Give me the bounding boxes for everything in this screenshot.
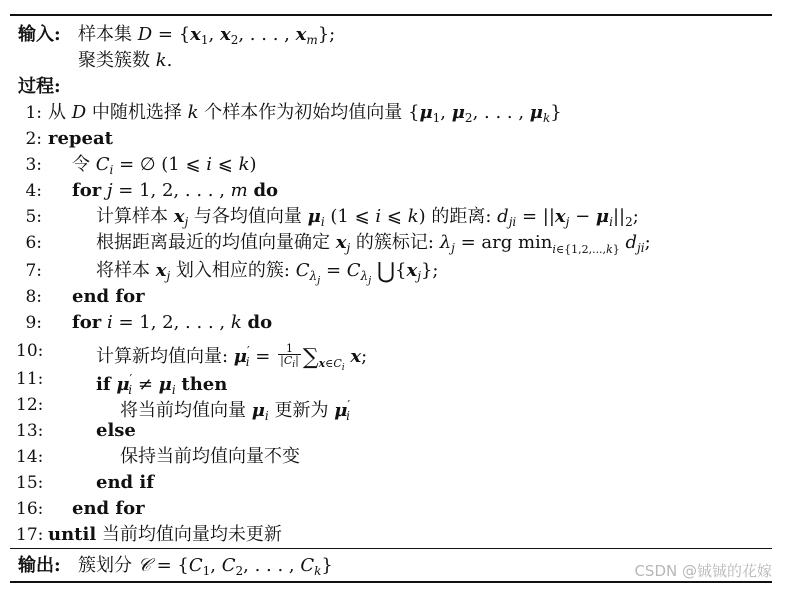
line-number: 12:: [16, 395, 44, 415]
line-text: end for: [72, 286, 145, 307]
output-prefix: 簇划分: [78, 555, 132, 576]
line-text: 保持当前均值向量不变: [120, 446, 300, 467]
line-text: for j = 1, 2, . . . , m do: [72, 180, 279, 201]
line-number: 1:: [25, 103, 42, 123]
line-text: 计算新均值向量: $\mu'_i$ = $\frac{1}{|C_i|}$ $\sum_{x\in C_i}$ x;: [96, 342, 368, 374]
line-number: 17:: [16, 525, 44, 545]
line-text: 令 $C_i$ = ∅ (1 ⩽ i ⩽ k): [72, 154, 257, 177]
line-text: 从 D 中随机选择 k 个样本作为初始均值向量 {$\mu_1$, $\mu_2$, . . . , $\mu_k$}: [48, 102, 562, 125]
line-text: 将样本 $x_j$ 划入相应的簇: $C_{\lambda_j} = C_{\lambda_j}$ $⋃\{x_j\}$;: [96, 259, 439, 287]
top-rule: [10, 14, 772, 16]
line-number: 10:: [16, 341, 44, 361]
line-number: 16:: [16, 499, 44, 519]
line-text: for i = 1, 2, . . . , k do: [72, 312, 273, 333]
line-number: 7:: [25, 261, 42, 281]
line-number: 13:: [16, 421, 44, 441]
line-text: if $\mu'_i \ne \mu_i$ then: [96, 372, 228, 397]
line-number: 6:: [25, 233, 42, 253]
input-k: 聚类簇数 k.: [78, 50, 173, 71]
bottom-rule: [10, 581, 772, 583]
line-text: until 当前均值向量均未更新: [48, 524, 282, 545]
line-number: 11:: [16, 369, 44, 389]
output-math: 𝒞 = {$C_1$, $C_2$, . . . , $C_k$}: [137, 555, 333, 578]
line-number: 15:: [16, 473, 44, 493]
line-number: 3:: [25, 155, 42, 175]
k-math: k: [155, 50, 167, 71]
dataset-math: $D = \{x_1$, $x_2$, . . . , $x_m$};: [137, 24, 336, 47]
middle-rule: [10, 548, 772, 549]
line-number: 2:: [25, 129, 42, 149]
line-number: 14:: [16, 447, 44, 467]
line-text: end if: [96, 472, 154, 493]
input-label: 输入:: [18, 24, 61, 45]
line-text: 根据距离最近的均值向量确定 $x_j$ 的簇标记: $\lambda_j$ = arg $\min_{i\in\{1,2,...,k\}} d_{ji}$;: [96, 232, 651, 256]
watermark: CSDN @铖铖的花嫁: [634, 562, 772, 580]
output-text: [78, 553, 333, 584]
k-prefix: 聚类簇数: [78, 50, 150, 71]
line-text: 将当前均值向量 $\mu_i$ 更新为 $\mu'_i$: [120, 398, 351, 423]
line-text: else: [96, 420, 136, 441]
line-number: 8:: [25, 287, 42, 307]
line-number: 5:: [25, 207, 42, 227]
line-text: repeat: [48, 128, 113, 149]
line-text: 计算样本 $x_j$ 与各均值向量 $\mu_i$ (1 ⩽ i ⩽ k) 的距离: $d_{ji} = ||x_j - \mu_i||_2$;: [96, 206, 639, 229]
line-text: end for: [72, 498, 145, 519]
output-label: 输出:: [18, 555, 61, 576]
line-number: 4:: [25, 181, 42, 201]
dataset-prefix: 样本集: [78, 24, 132, 45]
process-label: 过程:: [18, 76, 61, 97]
line-number: 9:: [25, 313, 42, 333]
